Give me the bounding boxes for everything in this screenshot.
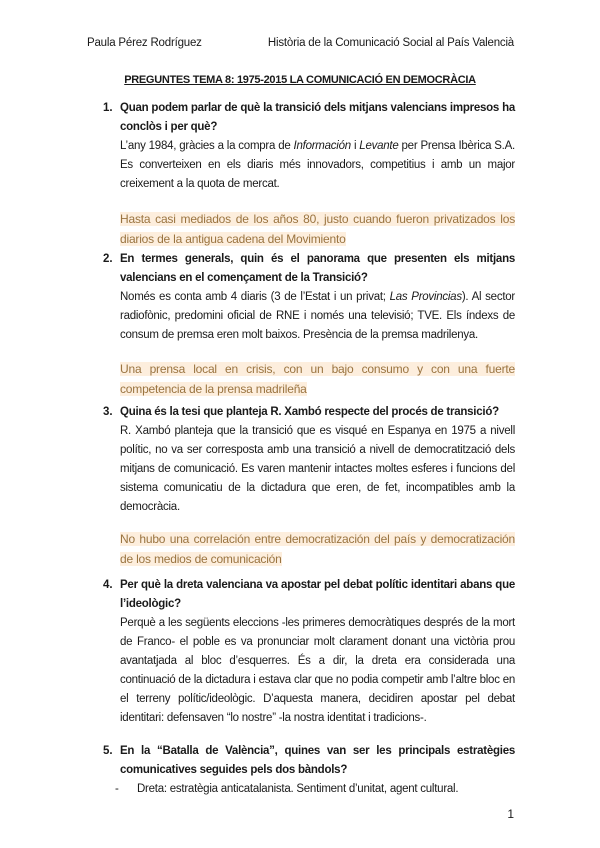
question-2	[103, 250, 515, 399]
header-course: Història de la Comunicació Social al País Valencià	[267, 37, 514, 49]
answer-text: Només es conta amb 4 diaris (3 de l’Estat i un privat; Las Provincias). Al sector radiofònic, predomini oficial de RNE i només una televisió; TVE. Els índexs de consum de premsa eren molt baixos. Presència de la premsa madrilenya.	[120, 291, 515, 341]
question-5	[103, 742, 515, 799]
question-3	[103, 403, 515, 569]
answer-text: L’any 1984, gràcies a la compra de Información i Levante per Prensa Ibèrica S.A. Es converteixen en els diaris més innovadors, competitius i amb un major creixement a la quota de mercat.	[120, 140, 515, 190]
question-text: En la “Batalla de València”, quines van ser les principals estratègies comunicatives seguides pels dos bàndols?	[120, 745, 515, 776]
question-number: 2.	[103, 253, 113, 265]
question-4	[103, 576, 515, 728]
question-text: Quina és la tesi que planteja R. Xambó respecte del procés de transició?	[120, 406, 499, 418]
question-number: 1.	[103, 102, 113, 114]
answer-text: Perquè a les següents eleccions -les primeres democràtiques després de la mort de Franco- el poble es va pronunciar molt clarament donant una victòria prou avantatjada al bloc d’esquerres. És a dir, la dreta era considerada una continuació de la dictadura i estava clar que no podia competir amb l’altre bloc en el terreny polític/ideològic. D’aquesta manera, decidiren apostar pel debat identitari: defensaven “lo nostre” -la nostra identitat i tradicions-.	[120, 617, 515, 724]
question-text: En termes generals, quin és el panorama que presenten els mitjans valencians en el començament de la Transició?	[120, 253, 515, 284]
page-title: PREGUNTES TEMA 8: 1975-2015 LA COMUNICACIÓ EN DEMOCRÀCIA	[124, 74, 476, 86]
question-number: 5.	[103, 745, 113, 757]
highlighted-note: No hubo una correlación entre democratización del país y democratización de los medios de comunicación	[120, 532, 515, 566]
question-number: 4.	[103, 579, 113, 591]
highlighted-note: Una prensa local en crisis, con un bajo consumo y con una fuerte competencia de la prensa madrileña	[120, 362, 515, 396]
bullet-marker: -	[115, 783, 119, 795]
question-text: Per què la dreta valenciana va apostar pel debat polític identitari abans que l’ideològic?	[120, 579, 515, 610]
bullet-item: - Dreta: estratègia anticatalanista. Sentiment d’unitat, agent cultural.	[120, 780, 515, 799]
header-author: Paula Pérez Rodríguez	[87, 37, 202, 49]
answer-text: R. Xambó planteja que la transició que es visqué en Espanya en 1975 a nivell polític, no va ser corresposta amb una transició a nivell de democratització dels mitjans de comunicació. Es varen mantenir intactes moltes esferes i funcions del sistema comunicatiu de la dictadura que eren, de fet, incompatibles amb la democràcia.	[120, 425, 515, 513]
page-number: 1	[507, 807, 514, 821]
highlighted-note: Hasta casi mediados de los años 80, justo cuando fueron privatizados los diarios de la antigua cadena del Movimiento	[120, 212, 515, 246]
question-1	[103, 99, 515, 249]
question-number: 3.	[103, 406, 113, 418]
question-text: Quan podem parlar de què la transició dels mitjans valencians impresos ha conclòs i per què?	[120, 102, 515, 133]
